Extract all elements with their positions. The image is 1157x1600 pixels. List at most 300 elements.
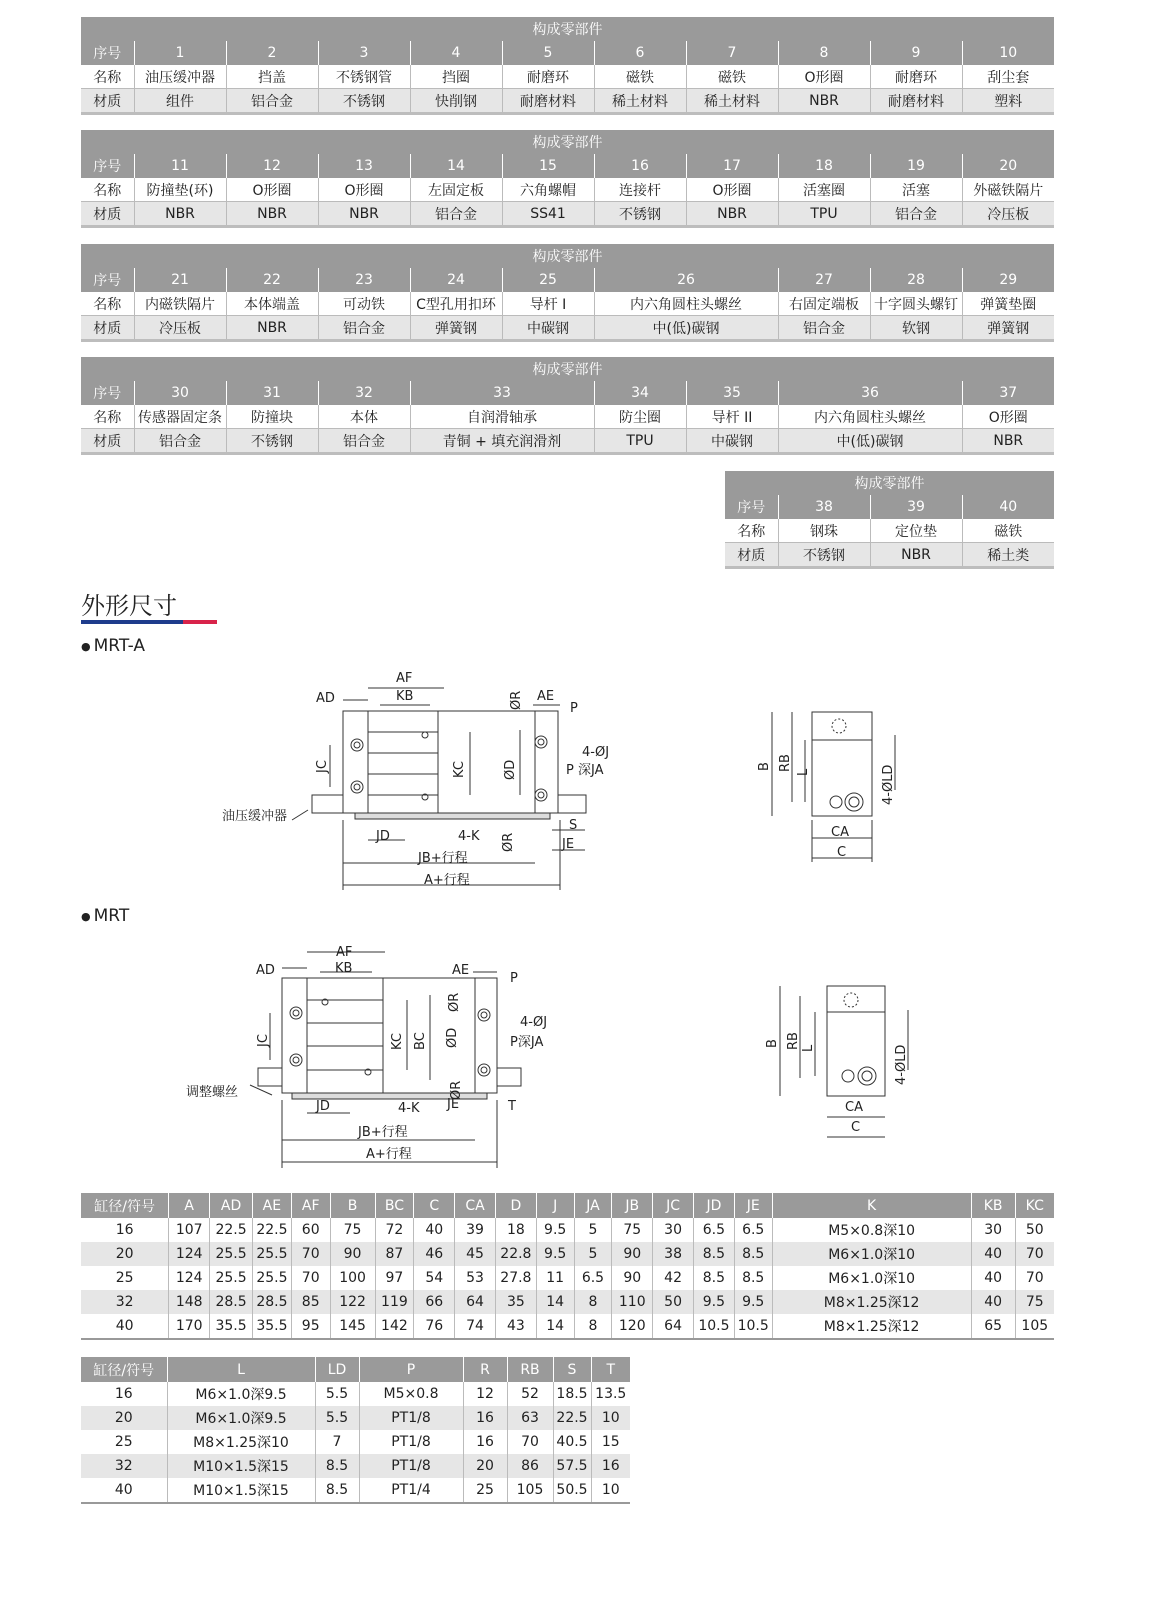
dim-cell: 40	[971, 1290, 1015, 1314]
dim-header: AE	[253, 1193, 292, 1218]
part-material: 不锈钢	[318, 89, 410, 114]
part-name: O形圈	[318, 178, 410, 202]
drawing-mrt	[0, 930, 1157, 1180]
part-no: 10	[962, 41, 1054, 65]
dim-cell: 5	[574, 1242, 612, 1266]
part-no: 38	[778, 495, 870, 519]
part-name: 钢珠	[778, 519, 870, 543]
dim-cell: M6×1.0深9.5	[167, 1382, 315, 1406]
dim-cell: 8.5	[734, 1242, 772, 1266]
mrt-label-p: P	[510, 971, 518, 986]
part-name: 挡圈	[410, 65, 502, 89]
dim-header: JA	[574, 1193, 612, 1218]
label-af: AF	[396, 671, 413, 686]
parts-table-4	[81, 357, 1054, 455]
label-d: ØD	[503, 759, 518, 780]
row-label: 名称	[81, 292, 134, 316]
part-no: 19	[870, 154, 962, 178]
dim-cell: M8×1.25深10	[167, 1430, 315, 1454]
part-no: 32	[318, 381, 410, 405]
part-name: 导杆 II	[686, 405, 778, 429]
row-label: 名称	[81, 178, 134, 202]
mrt-label-d: ØD	[445, 1027, 460, 1048]
part-material: 稀土材料	[594, 89, 686, 114]
dim-cell: 22.5	[253, 1218, 292, 1242]
part-material: 中(低)碳钢	[778, 429, 962, 454]
part-no: 31	[226, 381, 318, 405]
cylinder-body	[343, 711, 558, 813]
dim-cell: 8.5	[734, 1266, 772, 1290]
mrt-label-jd: JD	[316, 1099, 330, 1114]
parts-table-1	[81, 17, 1054, 115]
part-material: NBR	[226, 316, 318, 341]
dim-cell: M6×1.0深10	[772, 1266, 971, 1290]
dim-cell: M6×1.0深9.5	[167, 1406, 315, 1430]
part-name: 挡盖	[226, 65, 318, 89]
variant-mrt-a: ● MRT-A	[81, 636, 146, 656]
dim-header: L	[167, 1357, 315, 1382]
parts-table-title: 构成零部件	[81, 244, 1054, 268]
dim-cell: 90	[612, 1242, 653, 1266]
dim-cell: 76	[414, 1314, 455, 1339]
label-b: B	[757, 762, 772, 771]
dim-header: T	[591, 1357, 630, 1382]
dim-cell: 122	[330, 1290, 375, 1314]
part-name: 十字圆头螺钉	[870, 292, 962, 316]
dim-cell: 43	[495, 1314, 536, 1339]
part-material: TPU	[778, 202, 870, 227]
dim-cell: 120	[612, 1314, 653, 1339]
dim-cell: 25.5	[210, 1266, 253, 1290]
part-name: 刮尘套	[962, 65, 1054, 89]
part-material: 铝合金	[318, 429, 410, 454]
part-material: 稀土材料	[686, 89, 778, 114]
part-material: 冷压板	[962, 202, 1054, 227]
label-r-bottom: ØR	[501, 832, 516, 852]
part-no: 27	[778, 268, 870, 292]
dim-cell: 145	[330, 1314, 375, 1339]
part-material: NBR	[870, 543, 962, 568]
label-ja: P 深JA	[566, 763, 604, 778]
mrt-label-kc: KC	[390, 1033, 405, 1050]
part-name: 耐磨环	[502, 65, 594, 89]
dim-header: B	[330, 1193, 375, 1218]
dim-cell: PT1/8	[359, 1406, 463, 1430]
dim-cell: 12	[463, 1382, 507, 1406]
dim-cell: 35.5	[210, 1314, 253, 1339]
part-material: TPU	[594, 429, 686, 454]
part-no: 3	[318, 41, 410, 65]
dimension-table-2	[81, 1357, 630, 1504]
part-no: 35	[686, 381, 778, 405]
part-material: 不锈钢	[594, 202, 686, 227]
part-no: 25	[502, 268, 594, 292]
part-no: 30	[134, 381, 226, 405]
dim-cell: 70	[291, 1242, 330, 1266]
dim-cell: 45	[455, 1242, 496, 1266]
row-label: 材质	[81, 202, 134, 227]
part-material: 快削钢	[410, 89, 502, 114]
row-label: 序号	[81, 154, 134, 178]
dim-cell: 70	[291, 1266, 330, 1290]
dim-header: P	[359, 1357, 463, 1382]
part-no: 14	[410, 154, 502, 178]
dim-header: C	[414, 1193, 455, 1218]
part-no: 15	[502, 154, 594, 178]
part-name: 活塞	[870, 178, 962, 202]
dim-cell: 74	[455, 1314, 496, 1339]
part-no: 40	[962, 495, 1054, 519]
part-no: 29	[962, 268, 1054, 292]
dim-cell: 90	[612, 1266, 653, 1290]
dim-header: JD	[693, 1193, 734, 1218]
label-jb: JB+行程	[418, 851, 468, 866]
mrt-label-ad: AD	[256, 963, 275, 978]
dim-cell: 28.5	[210, 1290, 253, 1314]
dim-cell: 107	[169, 1218, 210, 1242]
part-no: 37	[962, 381, 1054, 405]
label-kc: KC	[452, 761, 467, 778]
dim-cell: 95	[291, 1314, 330, 1339]
dim-cell: 70	[507, 1430, 553, 1454]
label-damper: 油压缓冲器	[222, 809, 288, 824]
dim-cell: 9.5	[693, 1290, 734, 1314]
dim-cell: 9.5	[536, 1218, 574, 1242]
dim-cell: 75	[1015, 1290, 1054, 1314]
label-s: S	[569, 818, 578, 833]
part-no: 13	[318, 154, 410, 178]
row-label: 名称	[81, 65, 134, 89]
part-material: 耐磨材料	[502, 89, 594, 114]
section-title: 外形尺寸	[81, 592, 177, 620]
part-material: 中碳钢	[686, 429, 778, 454]
mrt-label-l: L	[801, 1044, 816, 1052]
part-no: 39	[870, 495, 962, 519]
part-material: 弹簧钢	[410, 316, 502, 341]
dim-cell: 100	[330, 1266, 375, 1290]
dim-cell: 22.8	[495, 1242, 536, 1266]
dim-cell: 5	[574, 1218, 612, 1242]
mrt-label-c: C	[851, 1120, 861, 1135]
drawing-mrt-a	[0, 660, 1157, 900]
dim-cell: 8.5	[693, 1242, 734, 1266]
part-material: 铝合金	[226, 89, 318, 114]
dim-cell: 13.5	[591, 1382, 630, 1406]
mrt-label-a: A+行程	[366, 1147, 412, 1162]
part-material: NBR	[962, 429, 1054, 454]
parts-table-2	[81, 130, 1054, 228]
mrt-label-rb: RB	[786, 1032, 801, 1050]
part-name: O形圈	[778, 65, 870, 89]
dim-cell: 32	[81, 1454, 167, 1478]
dim-cell: 90	[330, 1242, 375, 1266]
dim-cell: M10×1.5深15	[167, 1478, 315, 1503]
dim-cell: 70	[1015, 1242, 1054, 1266]
part-material: 铝合金	[870, 202, 962, 227]
row-label: 序号	[81, 381, 134, 405]
mrt-label-kb: KB	[335, 961, 353, 976]
part-name: 磁铁	[962, 519, 1054, 543]
part-material: 不锈钢	[778, 543, 870, 568]
part-name: 弹簧垫圈	[962, 292, 1054, 316]
dim-cell: 25	[115, 1270, 134, 1286]
dim-cell: 40	[81, 1478, 167, 1503]
dim-cell: 20	[81, 1406, 167, 1430]
dim-cell: 72	[375, 1218, 414, 1242]
dim-cell: M5×0.8深10	[772, 1218, 971, 1242]
part-name: O形圈	[962, 405, 1054, 429]
dim-cell: 16	[115, 1222, 134, 1238]
part-material: 稀土类	[962, 543, 1054, 568]
dim-cell: 9.5	[734, 1290, 772, 1314]
part-name: 磁铁	[594, 65, 686, 89]
dim-cell: 18	[495, 1218, 536, 1242]
part-no: 11	[134, 154, 226, 178]
title-underline	[81, 620, 217, 624]
dim-header: JB	[612, 1193, 653, 1218]
dim-cell: 5.5	[315, 1406, 359, 1430]
dim-cell: 10.5	[693, 1314, 734, 1339]
part-no: 33	[410, 381, 594, 405]
part-name: 活塞圈	[778, 178, 870, 202]
part-material: NBR	[226, 202, 318, 227]
dim-cell: M5×0.8	[359, 1382, 463, 1406]
dim-cell: 25	[463, 1478, 507, 1503]
label-l: L	[796, 768, 811, 776]
dim-cell: 9.5	[536, 1242, 574, 1266]
part-name: O形圈	[226, 178, 318, 202]
mrt-label-jc: JC	[256, 1034, 271, 1047]
dim-header: CA	[455, 1193, 496, 1218]
dim-cell: 28.5	[253, 1290, 292, 1314]
label-a: A+行程	[424, 873, 470, 888]
dim-cell: 25.5	[253, 1266, 292, 1290]
part-material: NBR	[134, 202, 226, 227]
dim-cell: 65	[971, 1314, 1015, 1339]
part-material: 软钢	[870, 316, 962, 341]
dim-cell: 16	[114, 1386, 133, 1402]
dim-header: 缸径/符号	[81, 1357, 167, 1382]
part-no: 7	[686, 41, 778, 65]
part-material: 冷压板	[134, 316, 226, 341]
dim-cell: 30	[653, 1218, 694, 1242]
row-label: 材质	[81, 89, 134, 114]
dim-cell: 142	[375, 1314, 414, 1339]
label-je: JE	[562, 837, 575, 852]
row-label: 材质	[725, 543, 778, 568]
dim-cell: 25.5	[253, 1242, 292, 1266]
dim-cell: 60	[291, 1218, 330, 1242]
part-name: 防撞块	[226, 405, 318, 429]
dim-cell: 40	[81, 1314, 169, 1339]
dim-cell: 35.5	[253, 1314, 292, 1339]
dim-cell: 75	[612, 1218, 653, 1242]
part-no: 9	[870, 41, 962, 65]
part-no: 24	[410, 268, 502, 292]
dim-cell: 53	[455, 1266, 496, 1290]
part-name: 右固定端板	[778, 292, 870, 316]
dim-header: KC	[1015, 1193, 1054, 1218]
dim-cell: 40	[414, 1218, 455, 1242]
label-j: 4-ØJ	[582, 745, 610, 760]
part-material: NBR	[778, 89, 870, 114]
mrt-label-t: T	[508, 1099, 516, 1114]
dim-header: RB	[507, 1357, 553, 1382]
dim-cell: 18.5	[553, 1382, 591, 1406]
part-name: 防撞垫(环)	[134, 178, 226, 202]
part-no: 23	[318, 268, 410, 292]
label-kb: KB	[396, 689, 414, 704]
part-name: 内六角圆柱头螺丝	[594, 292, 778, 316]
dim-cell: 14	[536, 1314, 574, 1339]
part-material: 弹簧钢	[962, 316, 1054, 341]
label-c: C	[837, 845, 847, 860]
part-material: 组件	[134, 89, 226, 114]
dim-cell: 10	[591, 1478, 630, 1503]
dim-cell: PT1/8	[359, 1430, 463, 1454]
part-name: 耐磨环	[870, 65, 962, 89]
part-no: 36	[778, 381, 962, 405]
mrt-label-jb: JB+行程	[358, 1125, 408, 1140]
dim-header: JE	[734, 1193, 772, 1218]
variant-label-mrt-a: MRT-A	[93, 636, 146, 656]
label-ca: CA	[831, 825, 849, 840]
row-label: 序号	[725, 495, 778, 519]
dim-cell: 6.5	[574, 1266, 612, 1290]
dim-cell: 105	[507, 1478, 553, 1503]
part-name: O形圈	[686, 178, 778, 202]
part-name: 传感器固定条	[134, 405, 226, 429]
mrt-label-bc: BC	[413, 1032, 428, 1050]
part-no: 12	[226, 154, 318, 178]
dim-cell: 50	[1015, 1218, 1054, 1242]
dim-cell: 85	[291, 1290, 330, 1314]
dim-header: R	[463, 1357, 507, 1382]
dim-cell: 87	[375, 1242, 414, 1266]
dim-cell: 64	[455, 1290, 496, 1314]
dim-header: D	[495, 1193, 536, 1218]
label-ae: AE	[537, 689, 555, 704]
dim-cell: 8.5	[693, 1266, 734, 1290]
part-name: 内磁铁隔片	[134, 292, 226, 316]
dim-cell: M6×1.0深10	[772, 1242, 971, 1266]
dim-header: A	[169, 1193, 210, 1218]
part-no: 20	[962, 154, 1054, 178]
dim-cell: 14	[536, 1290, 574, 1314]
variant-mrt: ● MRT	[81, 906, 130, 926]
dim-cell: 54	[414, 1266, 455, 1290]
part-material: 铝合金	[134, 429, 226, 454]
dim-cell: M10×1.5深15	[167, 1454, 315, 1478]
part-material: 不锈钢	[226, 429, 318, 454]
dim-cell: 11	[536, 1266, 574, 1290]
dim-cell: 148	[169, 1290, 210, 1314]
part-material: 铝合金	[318, 316, 410, 341]
part-name: 定位垫	[870, 519, 962, 543]
mrt-label-r: ØR	[447, 992, 462, 1012]
dim-header: AD	[210, 1193, 253, 1218]
mrt-label-r-bottom: ØR	[449, 1080, 464, 1100]
part-material: 中(低)碳钢	[594, 316, 778, 341]
mrt-label-ld: 4-ØLD	[894, 1044, 909, 1085]
dim-cell: 16	[463, 1430, 507, 1454]
dim-cell: 10	[591, 1406, 630, 1430]
label-k: 4-K	[458, 829, 480, 844]
label-ad: AD	[316, 691, 335, 706]
dim-header: BC	[375, 1193, 414, 1218]
part-no: 1	[134, 41, 226, 65]
dim-cell: 22.5	[553, 1406, 591, 1430]
dim-header: KB	[971, 1193, 1015, 1218]
parts-table-title: 构成零部件	[81, 130, 1054, 154]
dim-cell: 25.5	[210, 1242, 253, 1266]
dim-header: S	[553, 1357, 591, 1382]
dim-cell: 8	[574, 1314, 612, 1339]
dim-cell: 40	[971, 1266, 1015, 1290]
dim-cell: 35	[495, 1290, 536, 1314]
dim-cell: 64	[653, 1314, 694, 1339]
part-no: 28	[870, 268, 962, 292]
dim-cell: 16	[591, 1454, 630, 1478]
mrt-label-k: 4-K	[398, 1101, 420, 1116]
dim-cell: 50	[653, 1290, 694, 1314]
dim-cell: 42	[653, 1266, 694, 1290]
part-name: 不锈钢管	[318, 65, 410, 89]
part-material: NBR	[686, 202, 778, 227]
part-material: 中碳钢	[502, 316, 594, 341]
part-material: 耐磨材料	[870, 89, 962, 114]
part-name: 六角螺帽	[502, 178, 594, 202]
row-label: 名称	[725, 519, 778, 543]
dim-cell: 25	[114, 1434, 133, 1450]
dim-cell: M8×1.25深12	[772, 1314, 971, 1339]
mrt-label-af: AF	[336, 945, 353, 960]
part-no: 8	[778, 41, 870, 65]
dim-cell: 10.5	[734, 1314, 772, 1339]
part-material: NBR	[318, 202, 410, 227]
dim-cell: 124	[169, 1242, 210, 1266]
part-no: 22	[226, 268, 318, 292]
label-screw: 调整螺丝	[186, 1085, 239, 1100]
variant-label-mrt: MRT	[93, 906, 130, 926]
label-r: ØR	[509, 690, 524, 710]
dim-header: 缸径/符号	[81, 1193, 169, 1218]
mrt-label-je: JE	[447, 1097, 460, 1112]
part-no: 5	[502, 41, 594, 65]
part-name: 内六角圆柱头螺丝	[778, 405, 962, 429]
dim-cell: PT1/8	[359, 1454, 463, 1478]
dim-header: LD	[315, 1357, 359, 1382]
part-no: 16	[594, 154, 686, 178]
dim-header: AF	[291, 1193, 330, 1218]
part-material: 铝合金	[778, 316, 870, 341]
part-no: 2	[226, 41, 318, 65]
dim-cell: 63	[507, 1406, 553, 1430]
dimension-table-1	[81, 1193, 1054, 1340]
parts-table-title: 构成零部件	[81, 17, 1054, 41]
parts-table-5	[725, 471, 1054, 569]
dim-cell: 119	[375, 1290, 414, 1314]
dim-cell: 30	[971, 1218, 1015, 1242]
part-material: SS41	[502, 202, 594, 227]
part-no: 21	[134, 268, 226, 292]
dim-cell: 52	[507, 1382, 553, 1406]
part-no: 26	[594, 268, 778, 292]
label-ld: 4-ØLD	[881, 764, 896, 805]
dim-cell: 8	[574, 1290, 612, 1314]
row-label: 序号	[81, 41, 134, 65]
part-name: 油压缓冲器	[134, 65, 226, 89]
